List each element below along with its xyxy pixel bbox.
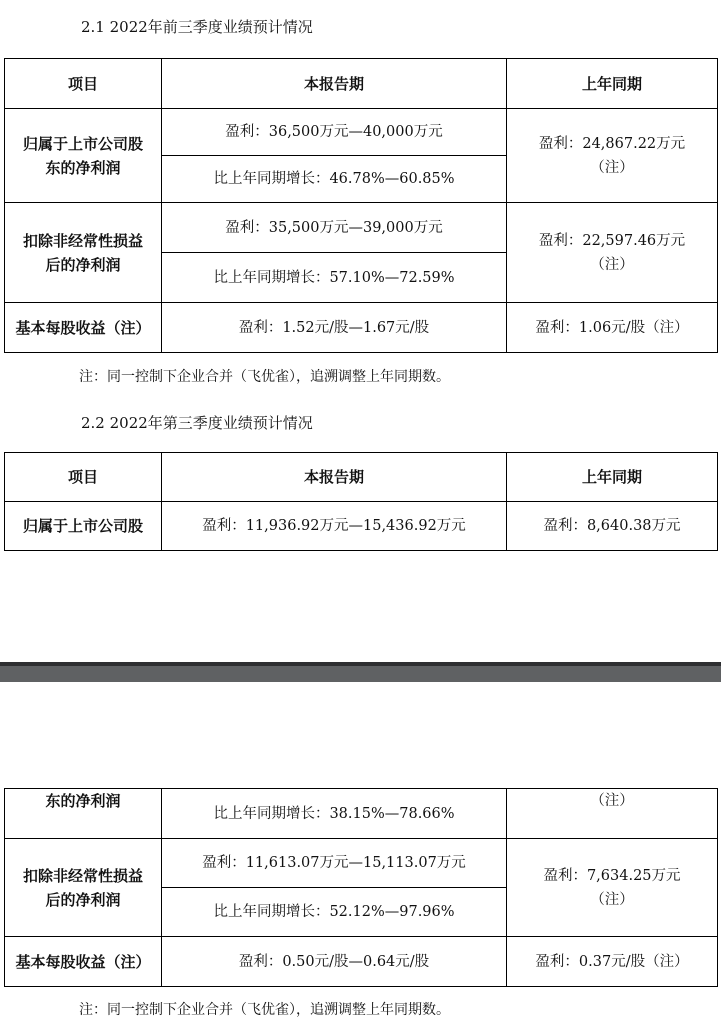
row-label-net-profit: 归属于上市公司股 [5,502,162,551]
page-divider [0,662,721,682]
header-item: 项目 [5,59,162,109]
page-2 [0,682,721,1024]
header-current: 本报告期 [162,453,507,502]
cell-previous-profit: 盈利：22,597.46万元 （注） [507,203,718,303]
row-label-net-profit-cont: 东的净利润 [5,789,162,839]
heading-q1-q3: 2.1 2022年前三季度业绩预计情况 [81,18,313,36]
cell-current-profit: 盈利：36,500万元—40,000万元 [162,109,507,156]
header-item: 项目 [5,453,162,502]
cell-current-growth: 比上年同期增长：38.15%—78.66% [162,789,507,839]
cell-current-profit: 盈利：35,500万元—39,000万元 [162,203,507,253]
table-row [5,839,718,888]
table-row [5,937,718,987]
row-label-eps: 基本每股收益（注） [5,303,162,353]
row-label-eps: 基本每股收益（注） [5,937,162,987]
cell-previous-eps: 盈利：0.37元/股（注） [507,937,718,987]
cell-previous-profit: 盈利：24,867.22万元 （注） [507,109,718,203]
table-row [5,203,718,253]
row-label-deducted-profit: 扣除非经常性损益 后的净利润 [5,839,162,937]
cell-previous-profit: 盈利：8,640.38万元 [507,502,718,551]
table-row [5,303,718,353]
cell-current-growth: 比上年同期增长：52.12%—97.96% [162,888,507,937]
header-previous: 上年同期 [507,59,718,109]
cell-current-growth: 比上年同期增长：46.78%—60.85% [162,156,507,203]
heading-q3: 2.2 2022年第三季度业绩预计情况 [81,414,313,432]
cell-previous-eps: 盈利：1.06元/股（注） [507,303,718,353]
row-label-net-profit: 归属于上市公司股 东的净利润 [5,109,162,203]
table-row [5,502,718,551]
row-label-deducted-profit: 扣除非经常性损益 后的净利润 [5,203,162,303]
footnote: 注：同一控制下企业合并（飞优雀），追溯调整上年同期数。 [79,369,450,385]
cell-current-growth: 比上年同期增长：57.10%—72.59% [162,253,507,303]
header-current: 本报告期 [162,59,507,109]
table-row [5,789,718,839]
table-q3-forecast-continued [4,788,718,987]
cell-current-profit: 盈利：11,613.07万元—15,113.07万元 [162,839,507,888]
cell-previous-profit-cont: （注） [507,789,718,839]
table-row [5,109,718,156]
table-q3-forecast [4,452,718,551]
cell-current-profit: 盈利：11,936.92万元—15,436.92万元 [162,502,507,551]
table-header-row [5,453,718,502]
cell-current-eps: 盈利：1.52元/股—1.67元/股 [162,303,507,353]
table-header-row [5,59,718,109]
cell-current-eps: 盈利：0.50元/股—0.64元/股 [162,937,507,987]
cell-previous-profit: 盈利：7,634.25万元 （注） [507,839,718,937]
table-q1-q3-forecast [4,58,718,353]
footnote: 注：同一控制下企业合并（飞优雀），追溯调整上年同期数。 [79,1002,450,1018]
header-previous: 上年同期 [507,453,718,502]
